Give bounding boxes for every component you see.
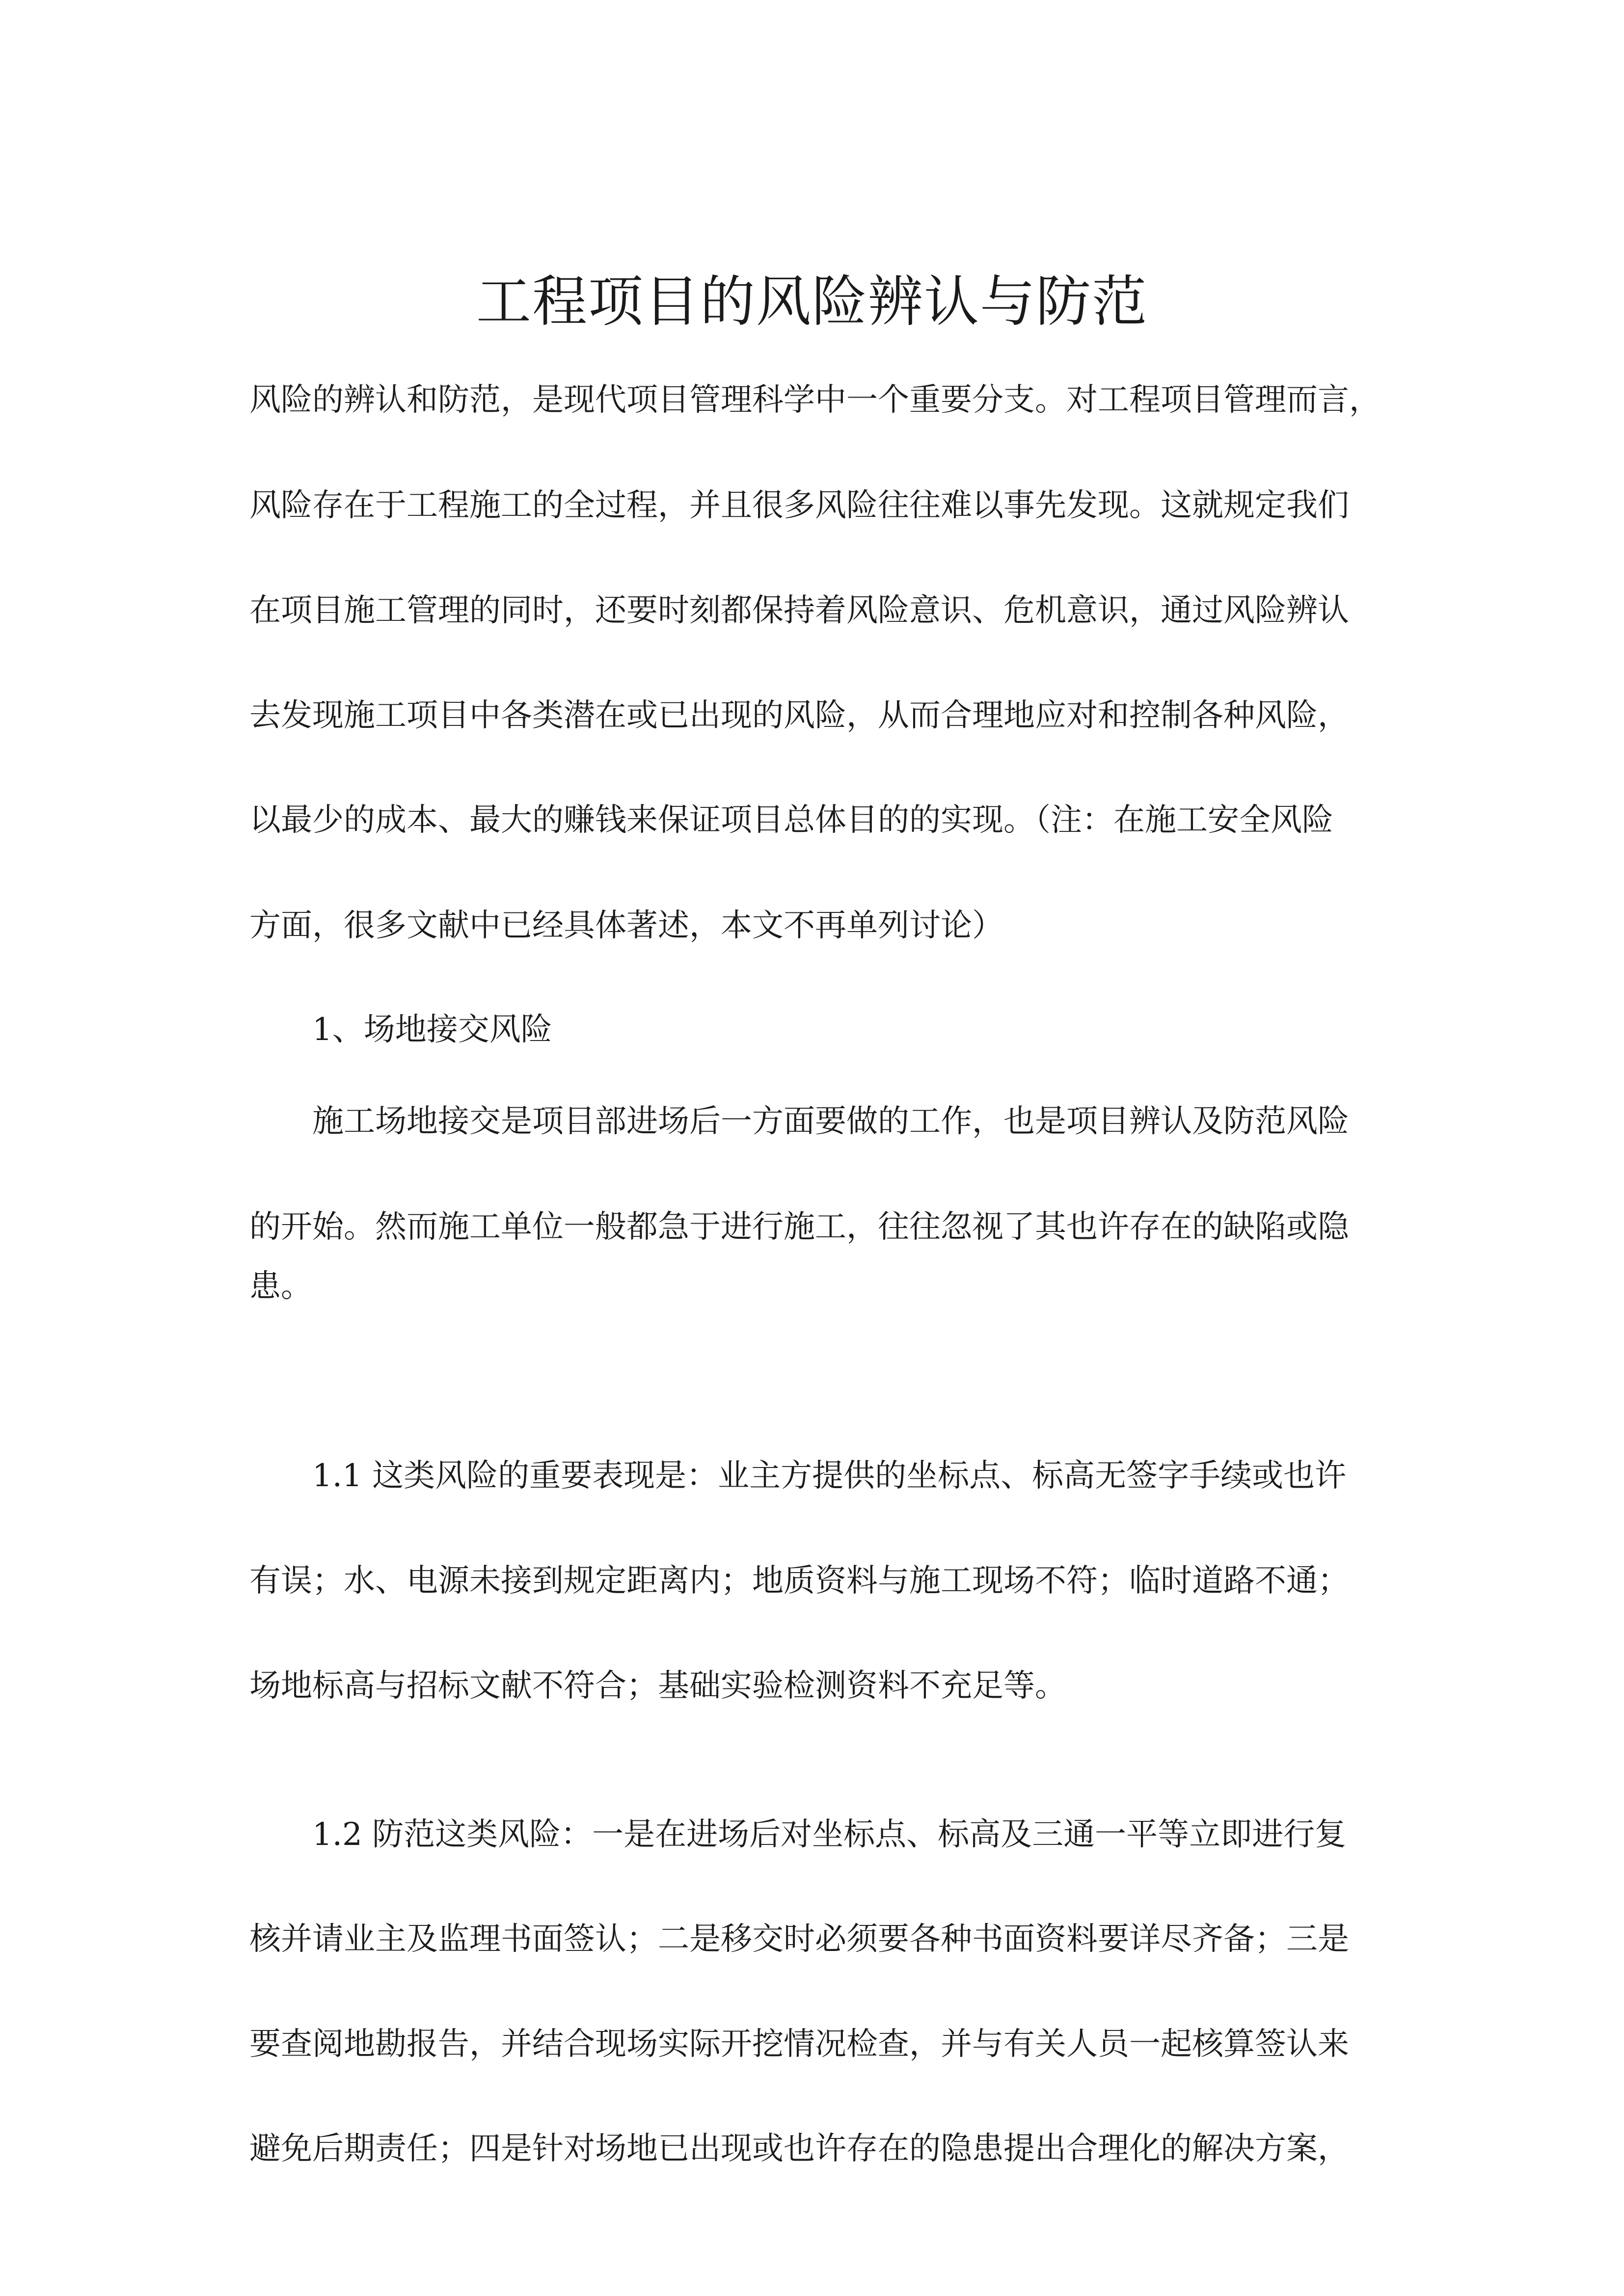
section-1-2-line-1: 1.2 防范这类风险：一是在进场后对坐标点、标高及三通一平等立即进行复 [312,1816,1347,1853]
intro-line-2: 风险存在于工程施工的全过程，并且很多风险往往难以事先发现。这就规定我们 [249,487,1349,524]
section-1-heading: 1、场地接交风险 [312,1012,552,1048]
intro-line-5: 以最少的成本、最大的赚钱来保证项目总体目的的实现。（注：在施工安全风险 [249,802,1333,838]
section-1-2-line-4: 避免后期责任；四是针对场地已出现或也许存在的隐患提出合理化的解决方案， [249,2131,1349,2167]
section-1-2-line-3: 要查阅地勘报告，并结合现场实际开挖情况检查，并与有关人员一起核算签认来 [249,2026,1349,2062]
section-1-1-line-3: 场地标高与招标文献不符合；基础实验检测资料不充足等。 [249,1668,1066,1704]
section-1-1-line-1: 1.1 这类风险的重要表现是：业主方提供的坐标点、标高无签字手续或也许 [312,1458,1347,1494]
section-1-line-2: 的开始。然而施工单位一般都急于进行施工，往往忽视了其也许存在的缺陷或隐 [249,1209,1349,1245]
intro-line-3: 在项目施工管理的同时，还要时刻都保持着风险意识、危机意识，通过风险辨认 [249,592,1349,629]
section-1-2-line-2: 核并请业主及监理书面签认；二是移交时必须要各种书面资料要详尽齐备；三是 [249,1921,1349,1957]
intro-line-6: 方面，很多文献中已经具体著述，本文不再单列讨论） [249,908,1003,944]
section-1-line-3: 患。 [249,1268,312,1305]
intro-line-1: 风险的辨认和防范，是现代项目管理科学中一个重要分支。对工程项目管理而言， [249,382,1380,418]
section-1-1-line-2: 有误；水、电源未接到规定距离内；地质资料与施工现场不符；临时道路不通； [249,1563,1349,1599]
intro-line-4: 去发现施工项目中各类潜在或已出现的风险，从而合理地应对和控制各种风险， [249,697,1349,734]
section-1-line-1: 施工场地接交是项目部进场后一方面要做的工作，也是项目辨认及防范风险 [312,1103,1349,1140]
document-title: 工程项目的风险辨认与防范 [476,270,1148,334]
